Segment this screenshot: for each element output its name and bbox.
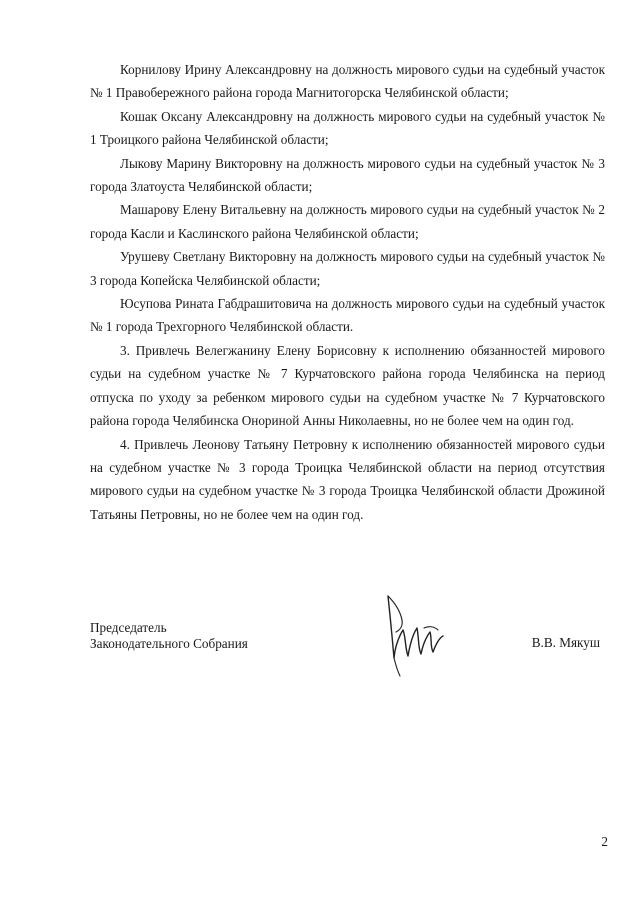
signer-name: В.В. Мякуш (531, 635, 600, 650)
signature-block (90, 620, 610, 680)
paragraph: Корнилову Ирину Александровну на должность мирового судьи на судебный участок № 1 Правобережного района города Магнитогорска Челябинской области; (90, 62, 605, 101)
position-line: Председатель (90, 620, 167, 635)
signer-position (90, 620, 248, 652)
paragraph: 3. Привлечь Велегжанину Елену Борисовну к исполнению обязанностей мирового судьи на судебном участке № 7 Курчатовского района города Челябинска на период отпуска по уходу за ребенком мирового судьи на судебном участке № 7 Курчатовского района города Челябинска Оноpиной Анны Николаевны, но не более чем на один год. (90, 342, 605, 429)
position-line: Законодательного Собрания (90, 636, 248, 651)
paragraph: Юсупова Рината Габдрашитовича на должность мирового судьи на судебный участок № 1 города Трехгорного Челябинской области. (90, 296, 605, 335)
paragraph: Лыкову Марину Викторовну на должность мирового судьи на судебный участок № 3 города Златоуста Челябинской области; (90, 155, 605, 195)
page-number: 2 (601, 834, 608, 849)
handwritten-signature-icon (380, 590, 450, 680)
document-body (90, 58, 605, 526)
paragraph: Кошак Оксану Александровну на должность мирового судьи на судебный участок № 1 Троицкого района Челябинской области; (90, 108, 605, 148)
paragraph: 4. Привлечь Леонову Татьяну Петровну к исполнению обязанностей мирового судьи на судебном участке № 3 города Троицка Челябинской области на период отсутствия мирового судьи на судебном участке № 3 города Троицка Челябинской области Дрожиной Татьяны Петровны, но не более чем на один год. (90, 436, 605, 522)
paragraph: Урушеву Светлану Викторовну на должность мирового судьи на судебный участок № 3 города Копейска Челябинской области; (90, 249, 605, 288)
paragraph: Машарову Елену Витальевну на должность мирового судьи на судебный участок № 2 города Касли и Каслинского района Челябинской области; (90, 202, 605, 241)
